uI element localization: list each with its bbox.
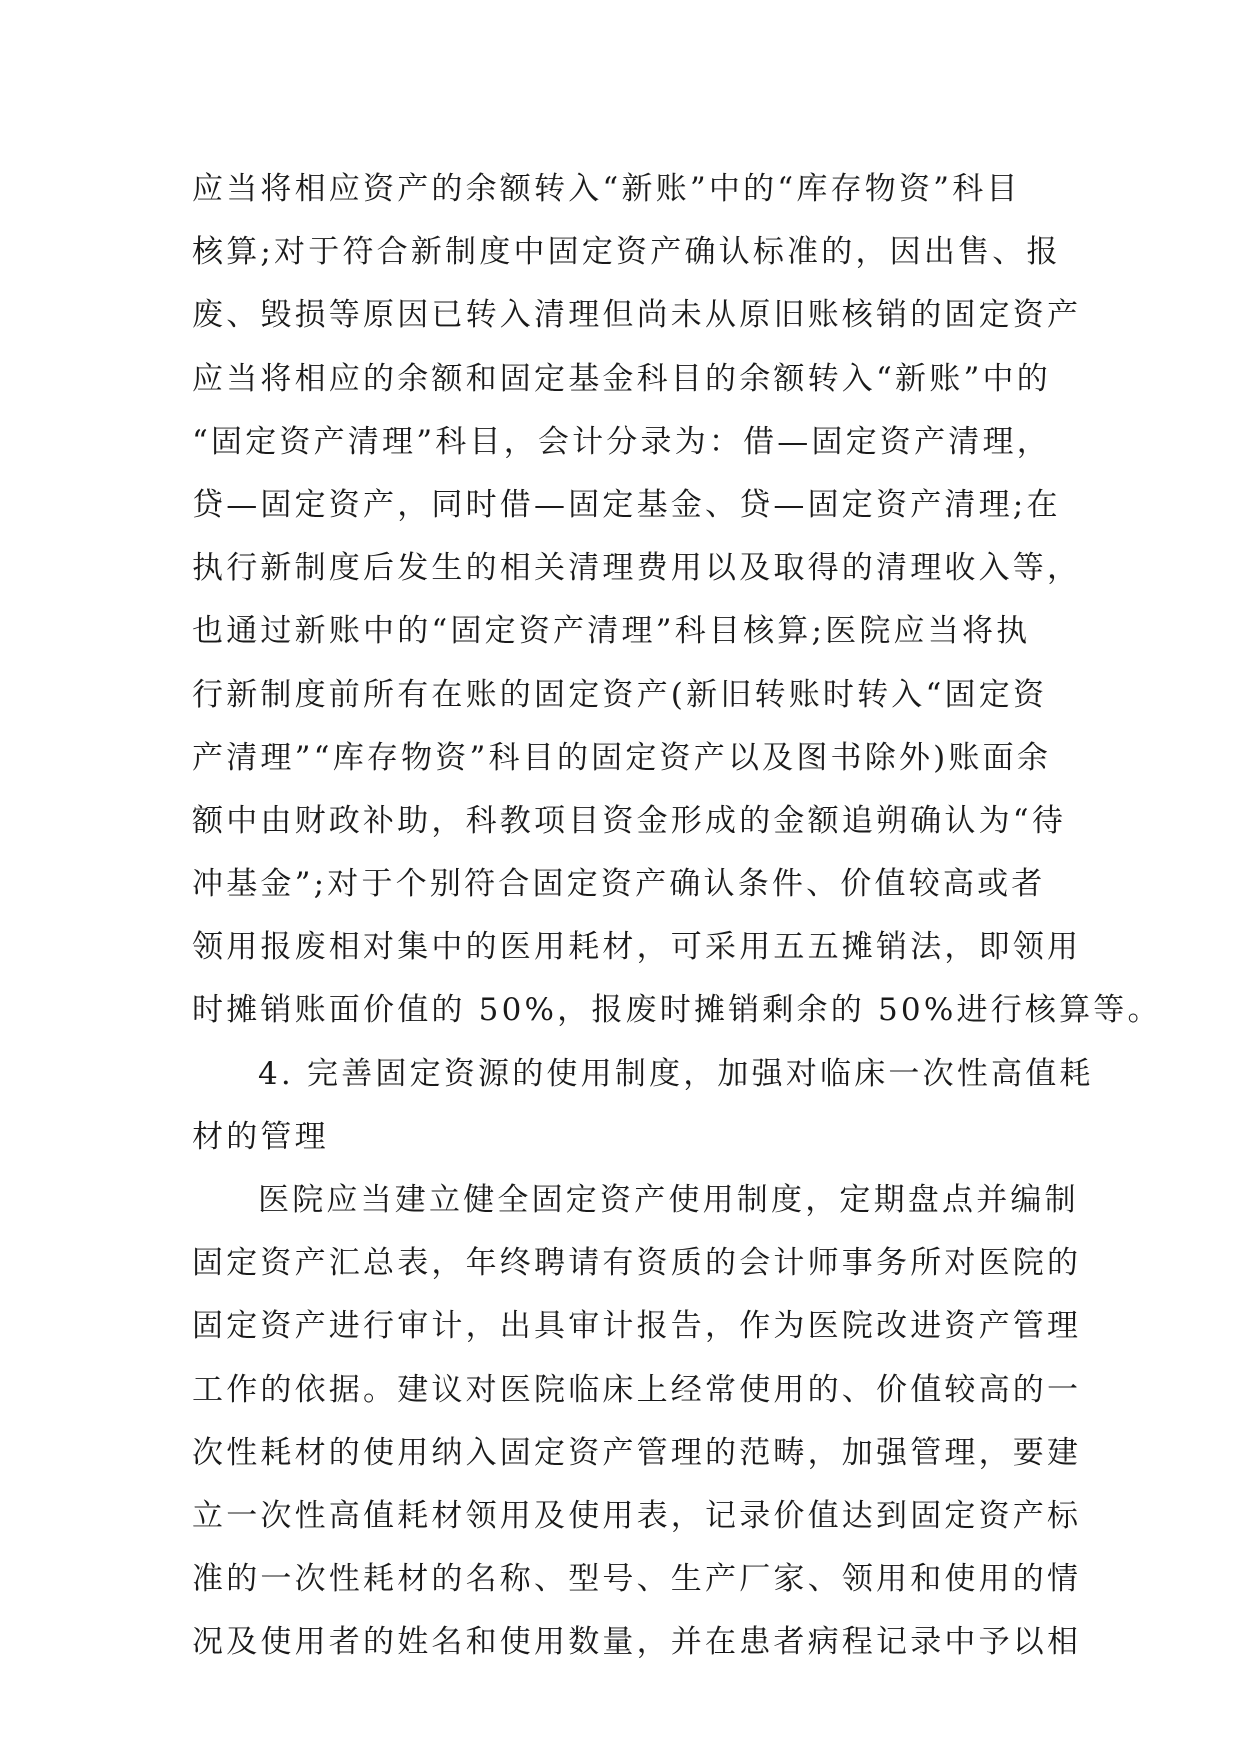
text-line: 时摊销账面价值的 50%，报废时摊销剩余的 50%进行核算等。 [192,992,1162,1029]
text-line: 领用报废相对集中的医用耗材，可采用五五摊销法，即领用 [192,929,1082,966]
text-line: 废、毁损等原因已转入清理但尚未从原旧账核销的固定资产 [192,297,1082,334]
text-line: 产清理”“库存物资”科目的固定资产以及图书除外)账面余 [192,739,1052,776]
text-line: 次性耗材的使用纳入固定资产管理的范畴，加强管理，要建 [192,1434,1082,1471]
text-line: 准的一次性耗材的名称、型号、生产厂家、领用和使用的情 [192,1561,1082,1598]
text-line: 贷—固定资产，同时借—固定基金、贷—固定资产清理;在 [192,486,1061,523]
text-line: 况及使用者的姓名和使用数量，并在患者病程记录中予以相 [192,1624,1082,1661]
text-line: 也通过新账中的“固定资产清理”科目核算;医院应当将执 [192,613,1031,650]
text-line: “固定资产清理”科目，会计分录为：借—固定资产清理， [192,423,1051,460]
text-line: 应当将相应的余额和固定基金科目的余额转入“新账”中的 [192,360,1051,397]
text-line: 冲基金”;对于个别符合固定资产确认条件、价值较高或者 [192,866,1046,903]
text-line: 额中由财政补助，科教项目资金形成的金额追朔确认为“待 [192,802,1067,839]
text-line: 执行新制度后发生的相关清理费用以及取得的清理收入等， [192,550,1082,587]
text-line: 4. 完善固定资源的使用制度，加强对临床一次性高值耗 [258,1055,1094,1092]
text-line: 材的管理 [192,1118,329,1155]
text-line: 固定资产进行审计，出具审计报告，作为医院改进资产管理 [192,1308,1082,1345]
text-line: 核算;对于符合新制度中固定资产确认标准的，因出售、报 [192,234,1061,271]
text-line: 固定资产汇总表，年终聘请有资质的会计师事务所对医院的 [192,1245,1082,1282]
text-line: 行新制度前所有在账的固定资产(新旧转账时转入“固定资 [192,676,1048,713]
text-line: 应当将相应资产的余额转入“新账”中的“库存物资”科目 [192,171,1021,207]
text-line: 工作的依据。建议对医院临床上经常使用的、价值较高的一 [192,1371,1082,1408]
text-line: 医院应当建立健全固定资产使用制度，定期盘点并编制 [258,1182,1079,1218]
text-line: 立一次性高值耗材领用及使用表，记录价值达到固定资产标 [192,1497,1082,1534]
body-text [192,158,1162,1675]
